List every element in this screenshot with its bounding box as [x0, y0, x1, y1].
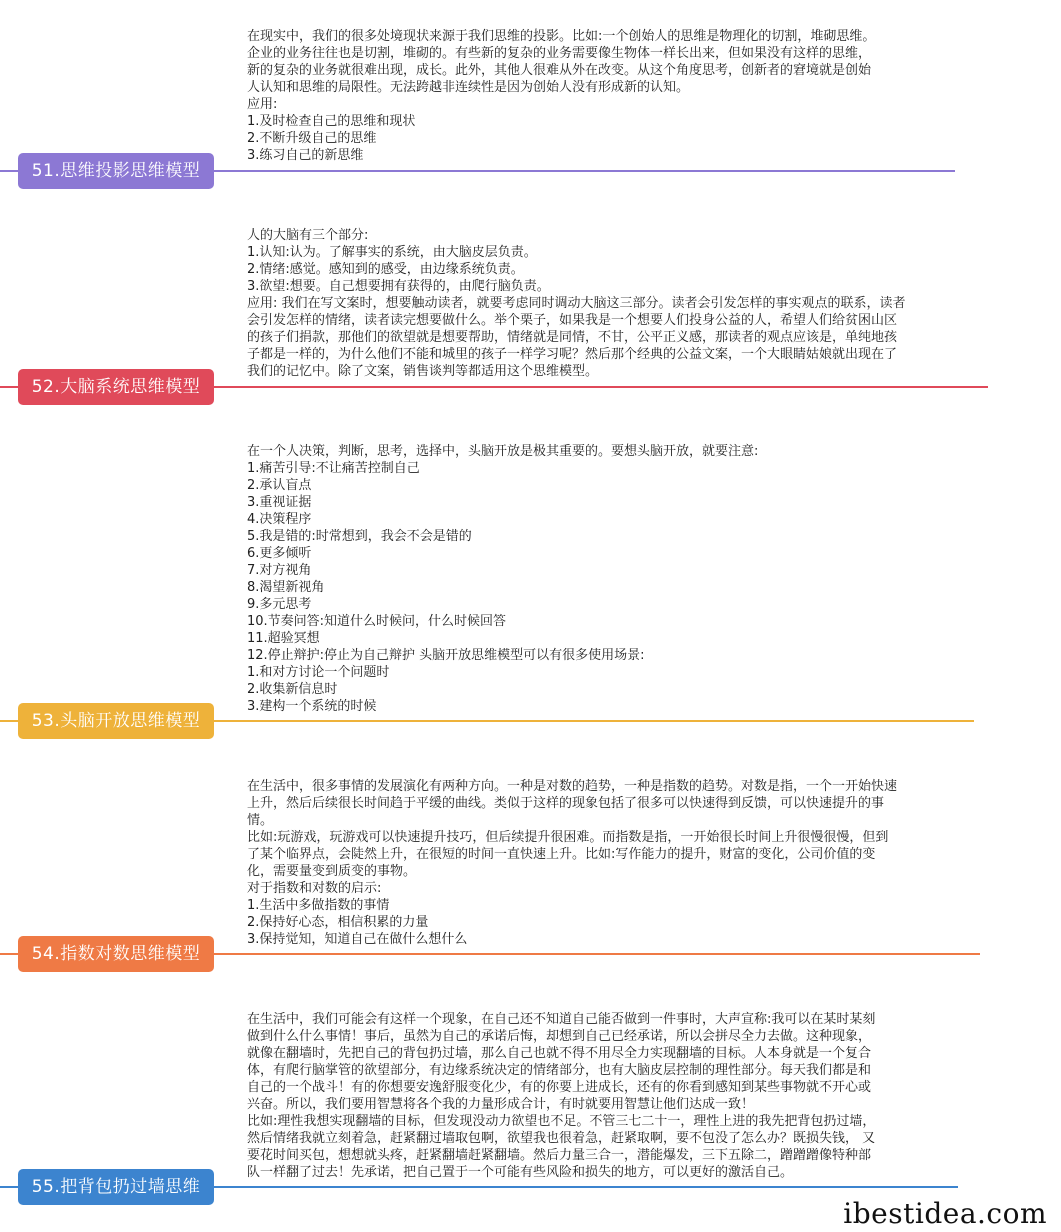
body-line: 6.更多倾听	[247, 546, 312, 561]
body-line: 自己的一个战斗！有的你想要安逸舒服变化少，有的你要上进成长，还有的你看到感知到某些事物就不开心或	[247, 1080, 872, 1095]
body-line: 子都是一样的，为什么他们不能和城里的孩子一样学习呢？然后那个经典的公益文案，一个大眼睛姑娘就出现在了	[247, 347, 898, 362]
body-line: 1.生活中多做指数的事情	[247, 898, 390, 913]
body-line: 1.痛苦引导:不让痛苦控制自己	[247, 461, 420, 476]
body-line: 做到什么什么事情！事后，虽然为自己的承诺后悔，却想到自己已经承诺，所以会拼尽全力去做。这种现象，	[247, 1029, 872, 1044]
body-line: 企业的业务往往也是切割，堆砌的。有些新的复杂的业务需要像生物体一样长出来，但如果没有这样的思维，	[247, 46, 872, 61]
body-line: 9.多元思考	[247, 597, 312, 612]
node-54-stub	[0, 953, 18, 955]
body-line: 的孩子们捐款，那他们的欲望就是想要帮助，情绪就是同情，不甘，公平正义感，那读者的观点应该是，单纯地孩	[247, 330, 898, 345]
body-line: 1.及时检查自己的思维和现状	[247, 114, 416, 129]
body-line: 7.对方视角	[247, 563, 312, 578]
body-line: 2.不断升级自己的思维	[247, 131, 377, 146]
body-line: 队一样翻了过去！先承诺，把自己置于一个可能有些风险和损失的地方，可以更好的激活自己。	[247, 1165, 794, 1180]
body-line: 我们的记忆中。除了文案，销售谈判等都适用这个思维模型。	[247, 364, 599, 379]
body-line: 情。	[247, 813, 274, 828]
body-line: 比如:玩游戏，玩游戏可以快速提升技巧，但后续提升很困难。而指数是指，一开始很长时间上升很慢很慢，但到	[247, 830, 889, 845]
node-53-stub	[0, 720, 18, 722]
body-line: 8.渴望新视角	[247, 580, 325, 595]
body-line: 上升，然后后续很长时间趋于平缓的曲线。类似于这样的现象包括了很多可以快速得到反馈，可以快速提升的事	[247, 796, 885, 811]
body-line: 在生活中，我们可能会有这样一个现象，在自己还不知道自己能否做到一件事时，大声宣称:我可以在某时某刻	[247, 1012, 876, 1027]
node-54-title[interactable]: 54.指数对数思维模型	[18, 936, 214, 972]
node-55-stub	[0, 1186, 18, 1188]
body-line: 兴奋。所以，我们要用智慧将各个我的力量形成合计，有时就要用智慧让他们达成一致！	[247, 1097, 755, 1112]
node-53-body	[247, 443, 758, 715]
body-line: 应用: 我们在写文案时，想要触动读者，就要考虑同时调动大脑这三部分。读者会引发怎样的事实观点的联系，读者	[247, 296, 906, 311]
node-54-branch-line	[214, 953, 980, 955]
body-line: 体，有爬行脑掌管的欲望部分，有边缘系统决定的情绪部分，也有大脑皮层控制的理性部分。每天我们都是和	[247, 1063, 872, 1078]
body-line: 人的大脑有三个部分:	[247, 228, 369, 243]
body-line: 3.保持觉知，知道自己在做什么想什么	[247, 932, 468, 947]
node-52-stub	[0, 386, 18, 388]
node-53-title[interactable]: 53.头脑开放思维模型	[18, 703, 214, 739]
body-line: 3.欲望:想要。自己想要拥有获得的，由爬行脑负责。	[247, 279, 550, 294]
body-line: 2.保持好心态，相信积累的力量	[247, 915, 429, 930]
body-line: 2.收集新信息时	[247, 682, 338, 697]
body-line: 人认知和思维的局限性。无法跨越非连续性是因为创始人没有形成新的认知。	[247, 80, 690, 95]
body-line: 在生活中，很多事情的发展演化有两种方向。一种是对数的趋势，一种是指数的趋势。对数是指，一个一开始快速	[247, 779, 898, 794]
node-52-branch-line	[214, 386, 988, 388]
node-55-body	[247, 1011, 875, 1181]
body-line: 3.重视证据	[247, 495, 312, 510]
body-line: 会引发怎样的情绪，读者读完想要做什么。举个栗子，如果我是一个想要人们投身公益的人，希望人们给贫困山区	[247, 313, 898, 328]
body-line: 12.停止辩护:停止为自己辩护 头脑开放思维模型可以有很多使用场景:	[247, 648, 645, 663]
watermark: ibestidea.com	[843, 1197, 1047, 1230]
body-line: 3.建构一个系统的时候	[247, 699, 377, 714]
node-51-stub	[0, 170, 18, 172]
node-52-body	[247, 227, 906, 380]
body-line: 就像在翻墙时，先把自己的背包扔过墙，那么自己也就不得不用尽全力实现翻墙的目标。人本身就是一个复合	[247, 1046, 872, 1061]
node-54-body	[247, 778, 897, 948]
body-line: 新的复杂的业务就很难出现，成长。此外，其他人很难从外在改变。从这个角度思考，创新者的窘境就是创始	[247, 63, 872, 78]
body-line: 11.超验冥想	[247, 631, 320, 646]
body-line: 1.和对方讨论一个问题时	[247, 665, 390, 680]
body-line: 4.决策程序	[247, 512, 312, 527]
body-line: 化，需要量变到质变的事物。	[247, 864, 417, 879]
body-line: 对于指数和对数的启示:	[247, 881, 382, 896]
body-line: 在一个人决策，判断，思考，选择中，头脑开放是极其重要的。要想头脑开放，就要注意:	[247, 444, 759, 459]
node-53-branch-line	[214, 720, 974, 722]
body-line: 2.承认盲点	[247, 478, 312, 493]
body-line: 应用:	[247, 97, 278, 112]
body-line: 3.练习自己的新思维	[247, 148, 364, 163]
body-line: 比如:理性我想实现翻墙的目标，但发现没动力欲望也不足。不管三七二十一，理性上进的我先把背包扔过墙，	[247, 1114, 876, 1129]
body-line: 2.情绪:感觉。感知到的感受，由边缘系统负责。	[247, 262, 524, 277]
node-51-title[interactable]: 51.思维投影思维模型	[18, 153, 214, 189]
node-51-branch-line	[214, 170, 955, 172]
body-line: 了某个临界点，会陡然上升，在很短的时间一直快速上升。比如:写作能力的提升，财富的变化，公司价值的变	[247, 847, 876, 862]
body-line: 10.节奏问答:知道什么时候问，什么时候回答	[247, 614, 507, 629]
node-55-branch-line	[214, 1186, 958, 1188]
body-line: 要花时间买包，想想就头疼，赶紧翻墙赶紧翻墙。然后力量三合一，潜能爆发，三下五除二，蹭蹭蹭像特种部	[247, 1148, 872, 1163]
body-line: 5.我是错的:时常想到，我会不会是错的	[247, 529, 472, 544]
node-52-title[interactable]: 52.大脑系统思维模型	[18, 369, 214, 405]
body-line: 1.认知:认为。了解事实的系统，由大脑皮层负责。	[247, 245, 537, 260]
node-55-title[interactable]: 55.把背包扔过墙思维	[18, 1169, 214, 1205]
node-51-body	[247, 28, 875, 164]
body-line: 然后情绪我就立刻着急，赶紧翻过墙取包啊，欲望我也很着急，赶紧取啊，要不包没了怎么办？既损失钱， 又	[247, 1131, 876, 1146]
body-line: 在现实中，我们的很多处境现状来源于我们思维的投影。比如:一个创始人的思维是物理化的切割，堆砌思维。	[247, 29, 876, 44]
